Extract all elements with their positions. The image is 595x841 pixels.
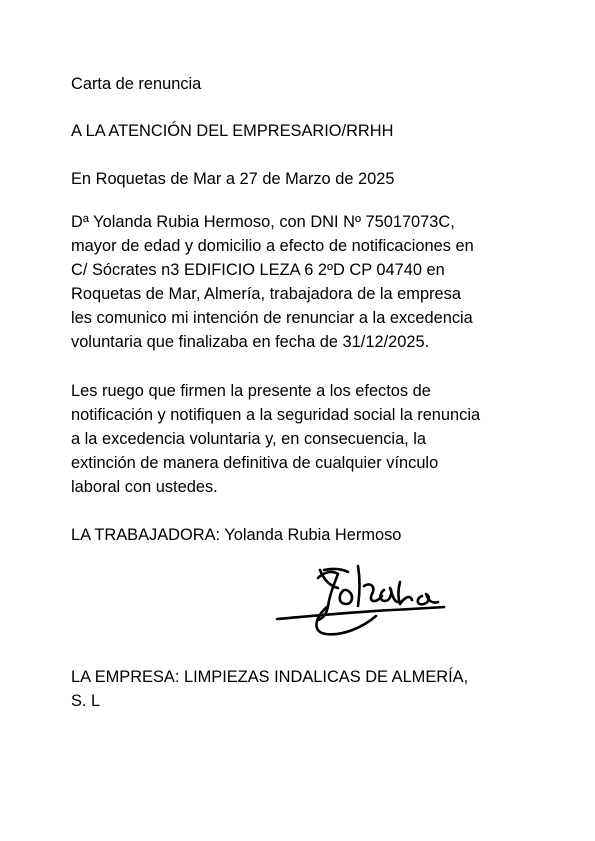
paragraph-line: laboral con ustedes. <box>71 478 218 496</box>
paragraph-line: mayor de edad y domicilio a efecto de notificaciones en <box>71 237 474 255</box>
paragraph-line: voluntaria que finalizaba en fecha de 31/12/2025. <box>71 333 430 351</box>
paragraph-request <box>71 379 480 499</box>
paragraph-line: C/ Sócrates n3 EDIFICIO LEZA 6 2ºD CP 04740 en <box>71 261 445 279</box>
paragraph-line: Roquetas de Mar, Almería, trabajadora de la empresa <box>71 285 461 303</box>
paragraph-resignation <box>71 210 474 354</box>
place-date: En Roquetas de Mar a 27 de Marzo de 2025 <box>71 170 395 188</box>
paragraph-line: extinción de manera definitiva de cualquier vínculo <box>71 454 439 472</box>
paragraph-line: a la excedencia voluntaria y, en consecuencia, la <box>71 430 427 448</box>
addressee: A LA ATENCIÓN DEL EMPRESARIO/RRHH <box>71 122 394 140</box>
paragraph-line: notificación y notifiquen a la seguridad social la renuncia <box>71 406 481 424</box>
handwritten-signature <box>272 560 448 644</box>
worker-signature-line: LA TRABAJADORA: Yolanda Rubia Hermoso <box>71 526 402 544</box>
letter-title: Carta de renuncia <box>71 75 202 93</box>
paragraph-line: Les ruego que firmen la presente a los efectos de <box>71 382 431 400</box>
company-line: LA EMPRESA: LIMPIEZAS INDALICAS DE ALMERÍA, <box>71 668 469 686</box>
company-signature-block <box>71 665 468 713</box>
company-line: S. L <box>71 692 101 710</box>
paragraph-line: Dª Yolanda Rubia Hermoso, con DNI Nº 75017073C, <box>71 213 455 231</box>
paragraph-line: les comunico mi intención de renunciar a la excedencia <box>71 309 473 327</box>
